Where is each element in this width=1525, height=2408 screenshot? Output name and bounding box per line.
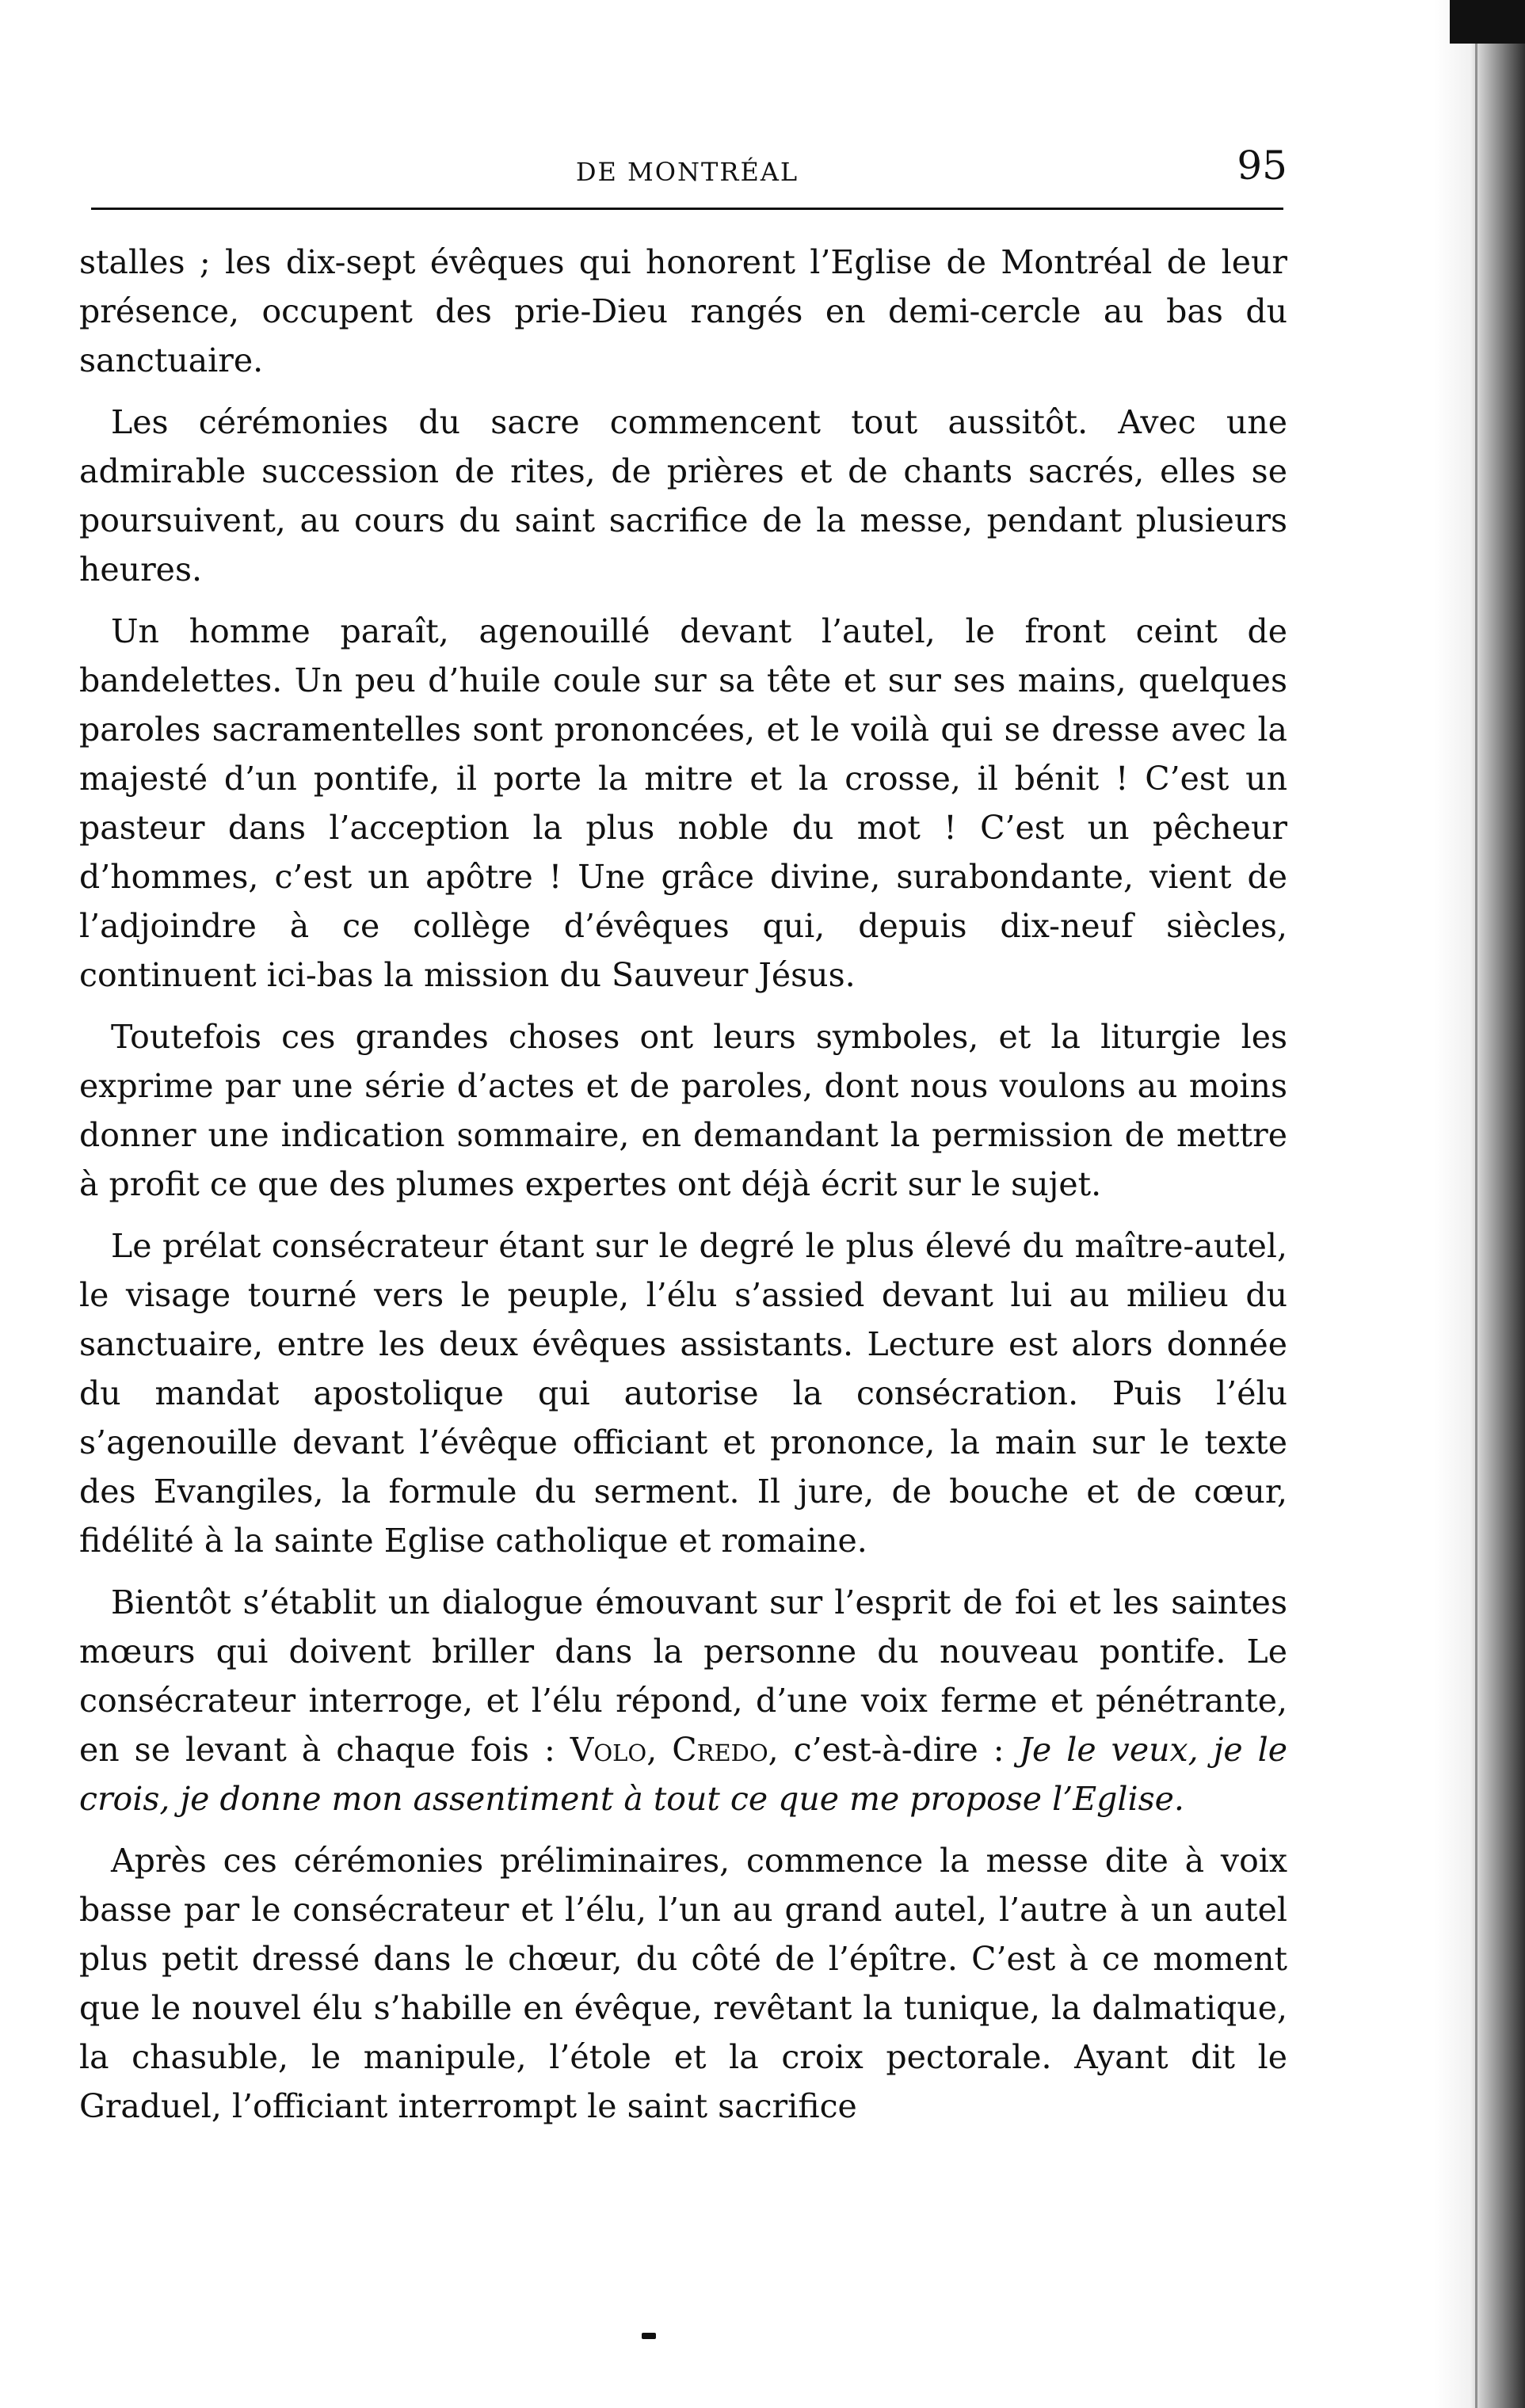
stray-ink-mark xyxy=(642,2333,656,2339)
comma: , xyxy=(646,1731,673,1769)
paragraph-5: Le prélat consécrateur étant sur le degré le plus élevé du maître-autel, le visage tourné vers le peuple, l’élu s’assied devant lui au milieu du sanctuaire, entre les deux évêques assistants. Lecture est alors donnée du mandat apostolique qui autorise la consécration. Puis l’élu s’agenouille devant l’évêque officiant et prononce, la main sur le texte des Evangiles, la formule du serment. Il jure, de bouche et de cœur, fidélité à la sainte Eglise catholique et romaine. xyxy=(79,1227,1287,1560)
paragraph-6 xyxy=(79,1578,1287,1823)
paragraph-4: Toutefois ces grandes choses ont leurs symboles, et la liturgie les exprime par une série d’actes et de paroles, dont nous voulons au moins donner une indication sommaire, en demandant la permission de mettre à profit ce que des plumes expertes ont déjà écrit sur le sujet. xyxy=(79,1018,1287,1203)
page-header xyxy=(87,143,1287,222)
paragraph-3: Un homme paraît, agenouillé devant l’autel, le front ceint de bandelettes. Un peu d’huile coule sur sa tête et sur ses mains, quelques paroles sacramentelles sont prononcées, et le voilà qui se dresse avec la majesté d’un pontife, il porte la mitre et la crosse, il bénit ! C’est un pasteur dans l’acception la plus noble du mot ! C’est un pêcheur d’hommes, c’est un apôtre ! Une grâce divine, surabondante, vient de l’adjoindre à ce collège d’évêques qui, depuis dix-neuf siècles, continuent ici-bas la mission du Sauveur Jésus. xyxy=(79,612,1287,994)
paragraph-7: Après ces cérémonies préliminaires, commence la messe dite à voix basse par le consécrateur et l’élu, l’un au grand autel, l’autre à un autel plus petit dressé dans le chœur, du côté de l’épître. C’est à ce moment que le nouvel élu s’habille en évêque, revêtant la tunique, la dalmatique, la chasuble, le manipule, l’étole et la croix pectorale. Ayant dit le Graduel, l’officiant interrompt le saint sacrifice xyxy=(79,1842,1287,2125)
page-edge-line xyxy=(1475,0,1477,2408)
body-text xyxy=(79,238,1287,2143)
credo-word: Credo xyxy=(672,1731,768,1769)
volo-word: Volo xyxy=(570,1731,647,1769)
paragraph-6-text: Bientôt s’établit un dialogue émouvant sur l’esprit de foi et les saintes mœurs qui doivent briller dans la personne du nouveau pontife. Le consécrateur interroge, et l’élu répond, d’une voix ferme et pénétrante, en se levant à chaque fois : xyxy=(79,1583,1287,1769)
header-rule xyxy=(91,208,1283,210)
page-edge-shadow xyxy=(1434,0,1525,2408)
paragraph-2: Les cérémonies du sacre commencent tout aussitôt. Avec une admirable succession de rites, de prières et de chants sacrés, elles se poursuivent, au cours du saint sacrifice de la messe, pendant plusieurs heures. xyxy=(79,403,1287,589)
page-number: 95 xyxy=(1237,143,1287,189)
corner-mark xyxy=(1450,0,1525,44)
paragraph-6-after: , c’est-à-dire : xyxy=(768,1731,1020,1769)
paragraph-1: stalles ; les dix-sept évêques qui honorent l’Eglise de Montréal de leur présence, occupent des prie-Dieu rangés en demi-cercle au bas du sanctuaire. xyxy=(79,243,1287,379)
running-head: DE MONTRÉAL xyxy=(575,157,799,187)
paragraph-6-italic: Je le veux, je le crois, je donne mon assentiment à tout ce que me propose l’Eglise. xyxy=(79,1731,1287,1818)
